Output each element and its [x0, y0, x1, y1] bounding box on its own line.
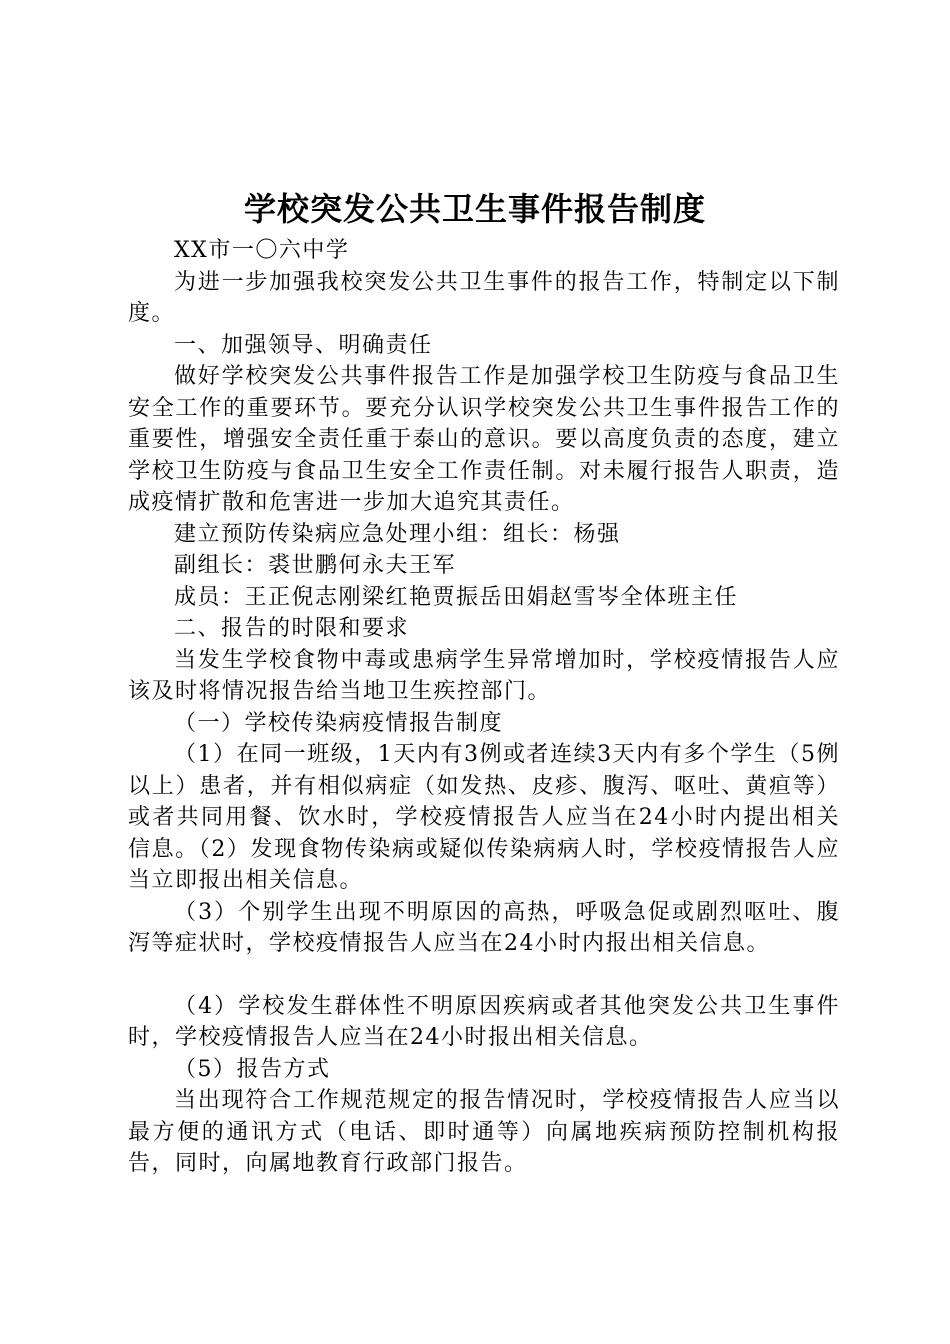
- document-title: 学校突发公共卫生事件报告制度: [243, 190, 706, 228]
- body-paragraph: 当发生学校食物中毒或患病学生异常增加时，学校疫情报告人应该及时将情况报告给当地卫生疾控部门。: [128, 647, 840, 704]
- vice-leader-line: 副组长：裘世鹏何永夫王军: [174, 553, 457, 578]
- group-leader-line: 建立预防传染病应急处理小组：组长：杨强: [174, 521, 621, 547]
- members-line: 成员：王正倪志刚梁红艳贾振岳田娟赵雪岑全体班主任: [174, 584, 739, 610]
- document-body: [128, 235, 840, 1180]
- body-paragraph: 做好学校突发公共事件报告工作是加强学校卫生防疫与食品卫生安全工作的重要环节。要充分认识学校突发公共卫生事件报告工作的重要性，增强安全责任重于泰山的意识。要以高度负责的态度，建立学校卫生防疫与食品卫生安全工作责任制。对未履行报告人职责，造成疫情扩散和危害进一步加大追究其责任。: [128, 364, 840, 515]
- rule-item-1-2: （1）在同一班级，1天内有3例或者连续3天内有多个学生（5例以上）患者，并有相似病症（如发热、皮疹、腹泻、呕吐、黄疸等）或者共同用餐、饮水时，学校疫情报告人应当在24小时内提出相关信息。（2）发现食物传染病或疑似传染病病人时，学校疫情报告人应当立即报出相关信息。: [128, 742, 840, 893]
- section-heading-1: 一、加强领导、明确责任: [174, 332, 433, 358]
- school-name-line: XX市一〇六中学: [174, 238, 350, 263]
- rule-item-5-heading: （5）报告方式: [174, 1056, 331, 1082]
- subsection-heading: （一）学校传染病疫情报告制度: [174, 710, 504, 736]
- intro-paragraph: 为进一步加强我校突发公共卫生事件的报告工作，特制定以下制度。: [128, 269, 840, 326]
- reporting-method-paragraph: 当出现符合工作规范规定的报告情况时，学校疫情报告人应当以最方便的通讯方式（电话、即时通等）向属地疾病预防控制机构报告，同时，向属地教育行政部门报告。: [128, 1088, 840, 1176]
- section-heading-2: 二、报告的时限和要求: [174, 616, 410, 641]
- rule-item-3: （3）个别学生出现不明原因的高热，呼吸急促或剧烈呕吐、腹泻等症状时，学校疫情报告人应当在24小时内报出相关信息。: [128, 899, 840, 956]
- rule-item-4: （4）学校发生群体性不明原因疾病或者其他突发公共卫生事件时，学校疫情报告人应当在24小时报出相关信息。: [128, 993, 840, 1050]
